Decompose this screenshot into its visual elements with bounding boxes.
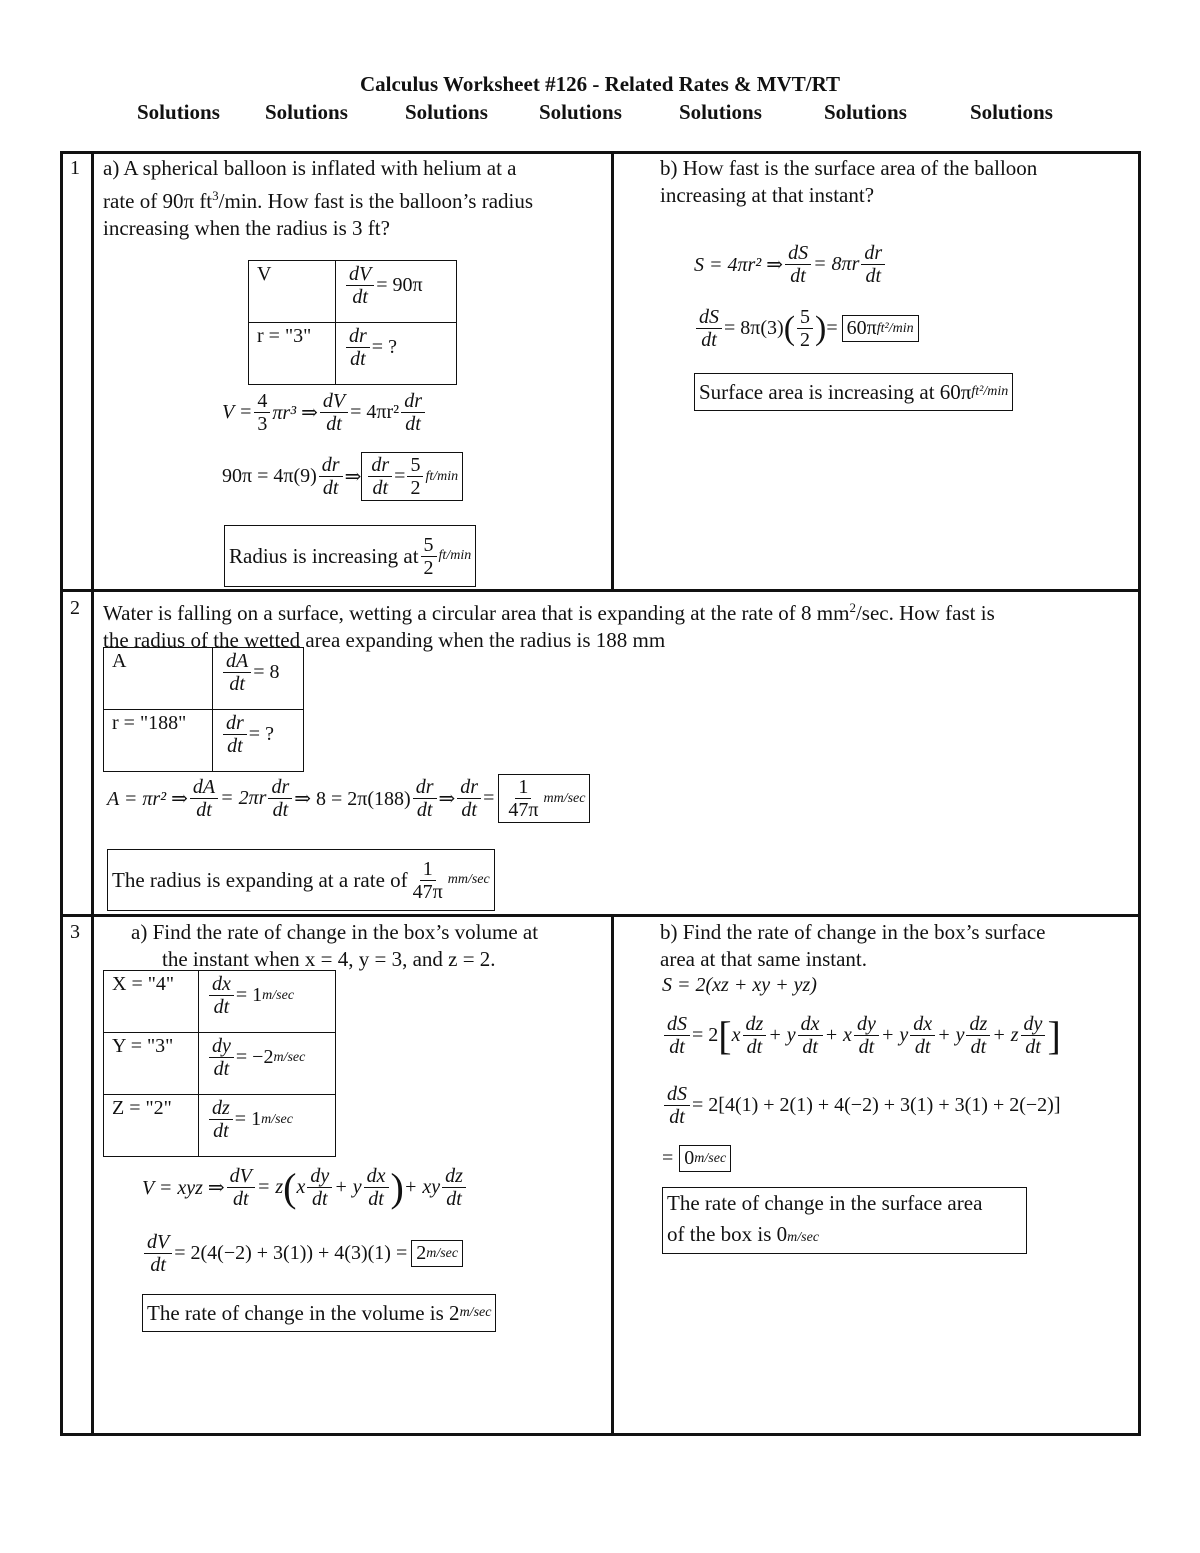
answer-box-1a: Radius is increasing at 5 2 ft/min <box>224 525 476 587</box>
solutions-label: Solutions <box>265 100 348 124</box>
problem-3a-text: a) Find the rate of change in the box’s volume at the instant when x = 4, y = 3, and z = 2. <box>131 920 539 971</box>
surface-area-equation: S = 4πr² ⇒ $\frac{dS}{dt}$ = 8πr dr dt <box>694 242 887 287</box>
worksheet-title: Calculus Worksheet #126 - Related Rates & MVT/RT <box>359 72 841 96</box>
variables-table: X = "4" $\frac{dx}{dt}$ = 1 m/sec Y = "3" $\frac{dy}{dt}$ = −2 m/sec Z = "2" $\frac{dz}{dt}$ = 1 m/sec <box>103 970 336 1157</box>
volume-rate-equation: $\frac{dV}{dt}$ = 2(4(−2) + 3(1)) + 4(3)(1) = 2 m/sec <box>142 1231 463 1276</box>
solutions-label: Solutions <box>679 100 762 124</box>
variables-table: V $\frac{dV}{dt}$ = 90π r = "3" $\frac{dr}{dt}$ = ? <box>248 260 457 385</box>
variables-table: A $\frac{dA}{dt}$ = 8 r = "188" $\frac{dr}{dt}$ = ? <box>103 647 304 772</box>
solutions-label: Solutions <box>137 100 220 124</box>
problem-1b-text: b) How fast is the surface area of the balloon increasing at that instant? <box>660 156 1038 207</box>
solutions-label: Solutions <box>970 100 1053 124</box>
problem-1a-text: a) A spherical balloon is inflated with helium at a rate of 90π $ft^3/\min$. How fast is the balloon’s radius increasing when the radius is 3 ft? <box>103 156 534 240</box>
box-volume-equation: V = xyz ⇒ $\frac{dV}{dt}$ = z ( x dy dt + y dx dt ) + xy dz dt <box>142 1164 468 1211</box>
surface-derivative-equation: $\frac{dS}{dt}$ = 2 [ x dz dt + y dx dt + x dy dt + y dx dt + y dz dt + z dy dt ] <box>662 1012 1061 1059</box>
radius-rate-equation: 90π = 4π(9) dr dt ⇒ $\frac{dr}{dt}$ = $\frac{5}{2}$ ft/min <box>222 452 463 501</box>
surface-result-equation: = 0 m/sec <box>662 1145 731 1172</box>
area-equation: A = πr² ⇒ $\frac{dA}{dt}$ = 2πr dr dt ⇒ 8 = 2π(188) dr dt ⇒ $\frac{dr}{dt}$ = 1 47π mm/sec <box>107 774 590 823</box>
problem-number: 1 <box>70 157 80 179</box>
box-surface-equation: S = 2(xz + xy + yz) <box>662 974 817 996</box>
problem-2-text: Water is falling on a surface, wetting a circular area that is expanding at the rate of 8 $mm^2/\sec$. How fast is the radius of the wetted area expanding when the radius is 188 mm <box>103 600 995 652</box>
solutions-label: Solutions <box>405 100 488 124</box>
answer-box-2: The radius is expanding at a rate of 1 47π mm/sec <box>107 849 495 911</box>
surface-substitution-equation: $\frac{dS}{dt}$ = 2[4(1) + 2(1) + 4(−2) + 3(1) + 3(1) + 2(−2)] <box>662 1083 1060 1128</box>
answer-box-3b: The rate of change in the surface area of the box is 0m/sec <box>662 1187 1027 1254</box>
volume-equation: V = $\frac{4}{3}$ πr³ ⇒ $\frac{dV}{dt}$ = 4πr² dr dt <box>222 390 427 435</box>
problem-number: 3 <box>70 921 80 943</box>
answer-box-1b: Surface area is increasing at 60π ft²/min <box>694 373 1013 411</box>
solutions-label: Solutions <box>539 100 622 124</box>
surface-rate-equation: $\frac{dS}{dt}$ = 8π(3) ( 5 2 ) = 60π ft²/min <box>694 306 919 351</box>
solutions-label: Solutions <box>824 100 907 124</box>
problem-3b-text: b) Find the rate of change in the box’s surface area at that same instant. <box>660 920 1046 971</box>
problem-number: 2 <box>70 597 80 619</box>
answer-box-3a: The rate of change in the volume is 2 m/sec <box>142 1294 496 1332</box>
